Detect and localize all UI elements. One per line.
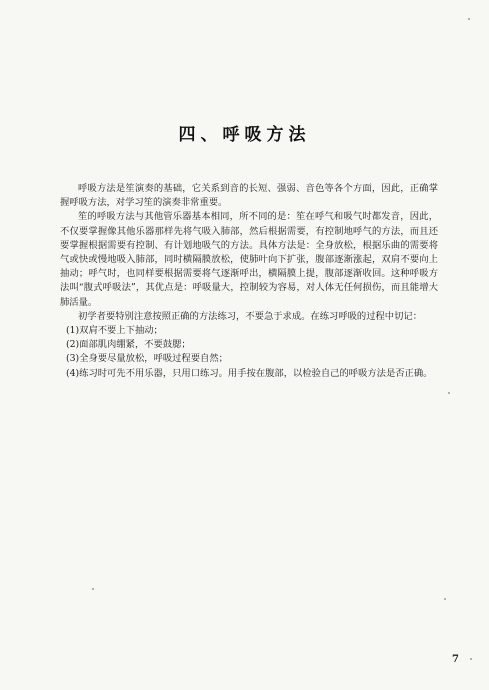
scan-speck	[470, 658, 472, 660]
page-number: 7	[452, 654, 459, 665]
scan-speck	[92, 588, 94, 590]
list-item: (4)练习时可先不用乐器，只用口练习。用手按在腹部，以检验自己的呼吸方法是否正确。	[66, 367, 433, 379]
paragraph-method: 笙的呼吸方法与其他管乐器基本相同，所不同的是：笙在呼气和吸气时都发音，因此，不仅要掌握像其他乐器那样先将气吸入肺部，然后根据需要，有控制地呼气的方法，而且还要掌握根据需要有控制、有计划地吸气的方法。具体方法是：全身放松，根据乐曲的需要将气或快或慢地吸入肺部，同时横隔膜放松，使肺叶向下扩张，腹部逐渐涨起，双肩不要向上抽动；呼气时，也同样要根据需要将气逐渐呼出，横隔膜上提，腹部逐渐收回。这种呼吸方法叫“腹式呼吸法”，其优点是：呼吸量大，控制较为容易，对人体无任何损伤，而且能增大肺活量。	[60, 211, 438, 308]
paragraph-intro: 呼吸方法是笙演奏的基础，它关系到音的长短、强弱、音色等各个方面，因此，正确掌握呼吸方法，对学习笙的演奏非常重要。	[60, 183, 438, 209]
scan-speck	[448, 392, 450, 394]
paragraph-beginners: 初学者要特别注意按照正确的方法练习，不要急于求成。在练习呼吸的过程中切记：	[78, 310, 422, 322]
list-item: (3)全身要尽量放松，呼吸过程要自然；	[66, 353, 228, 365]
scan-speck	[468, 18, 470, 20]
list-item: (1)双肩不要上下抽动；	[66, 325, 163, 337]
body-text	[60, 182, 438, 381]
section-title: 四、呼吸方法	[178, 125, 311, 145]
scan-speck	[444, 598, 446, 600]
list-item: (2)面部肌肉绷紧，不要鼓腮；	[66, 339, 191, 351]
